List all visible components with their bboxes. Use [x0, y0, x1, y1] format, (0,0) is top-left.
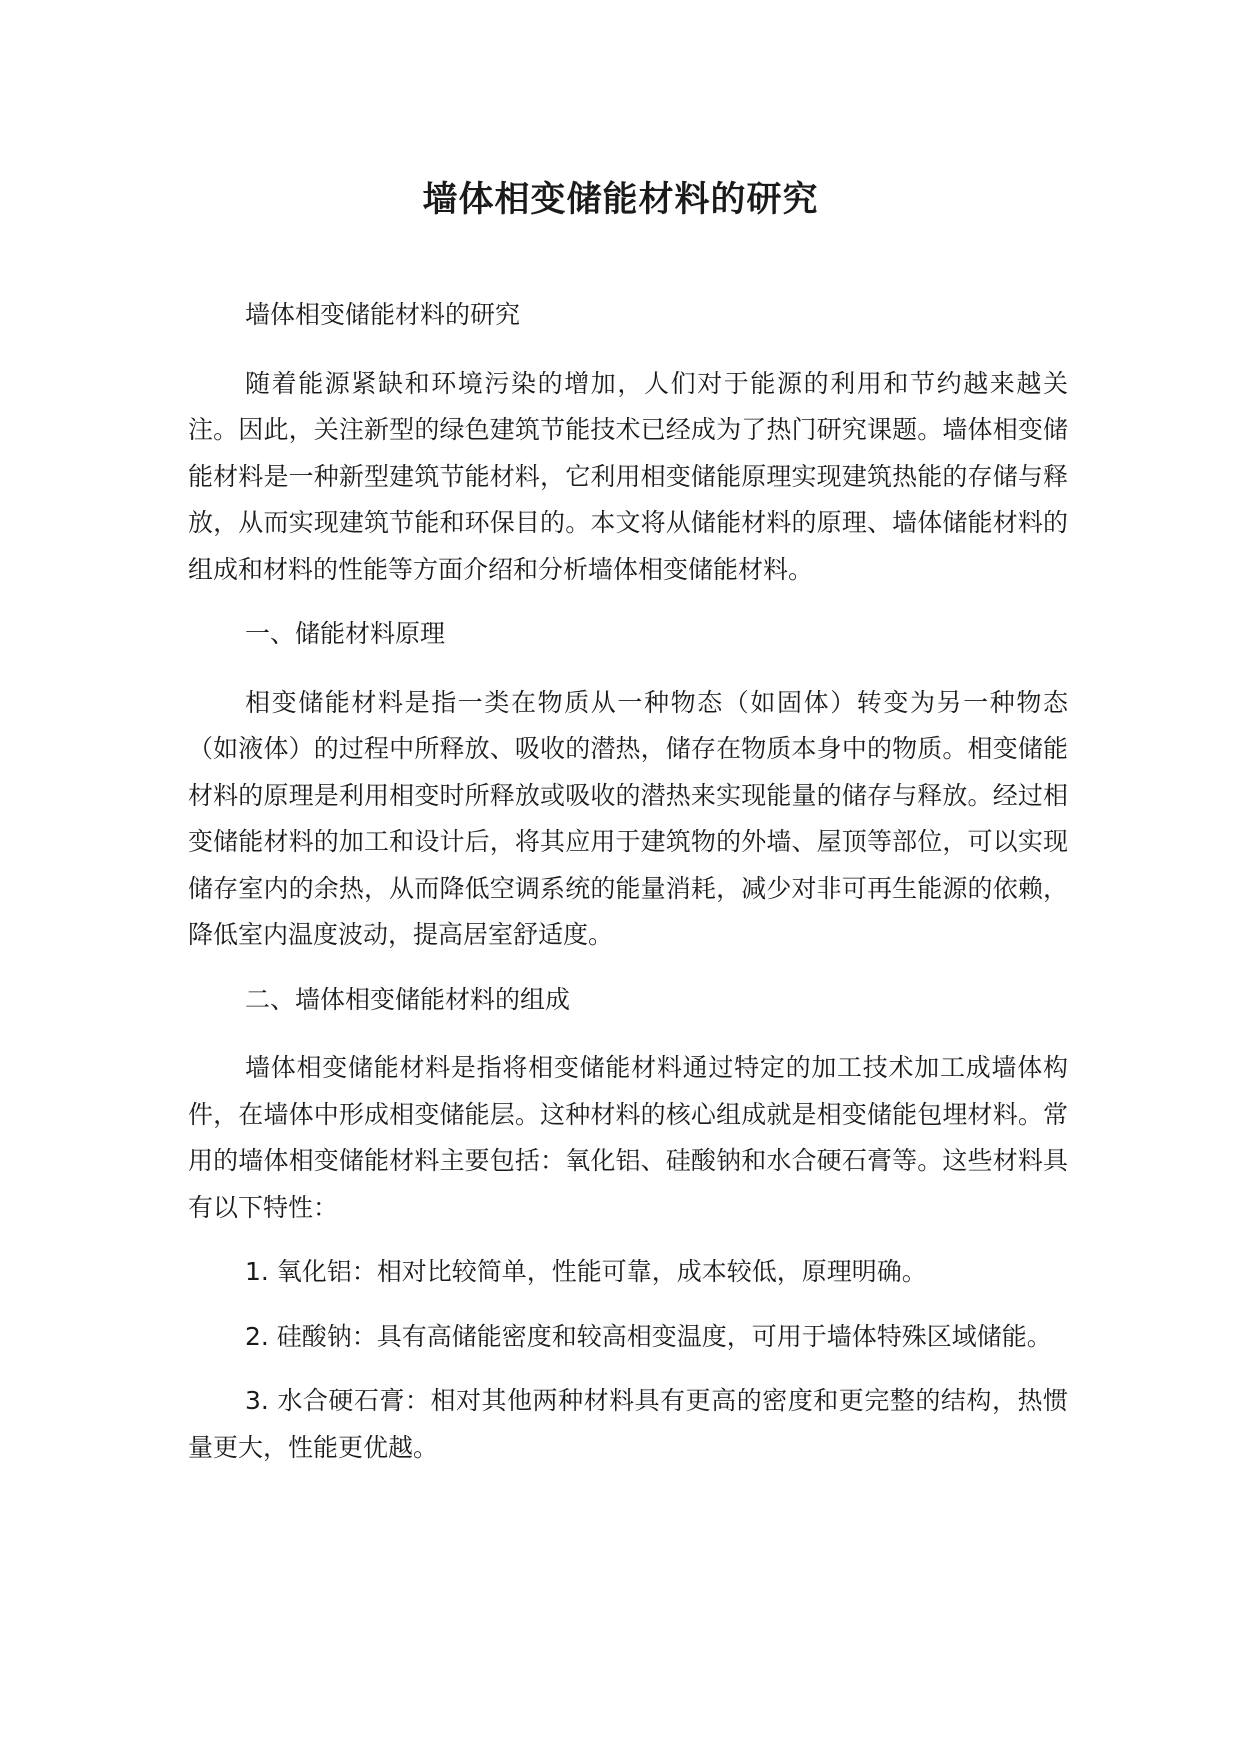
paragraph-intro: 随着能源紧缺和环境污染的增加，人们对于能源的利用和节约越来越关注。因此，关注新型的绿色建筑节能技术已经成为了热门研究课题。墙体相变储能材料是一种新型建筑节能材料，它利用相变储能原理实现建筑热能的存储与释放，从而实现建筑节能和环保目的。本文将从储能材料的原理、墙体储能材料的组成和材料的性能等方面介绍和分析墙体相变储能材料。 [188, 368, 1068, 584]
paragraph-principle: 相变储能材料是指一类在物质从一种物态（如固体）转变为另一种物态（如液体）的过程中所释放、吸收的潜热，储存在物质本身中的物质。相变储能材料的原理是利用相变时所释放或吸收的潜热来实现能量的储存与释放。经过相变储能材料的加工和设计后，将其应用于建筑物的外墙、屋顶等部位，可以实现储存室内的余热，从而降低空调系统的能量消耗，减少对非可再生能源的依赖，降低室内温度波动，提高居室舒适度。 [188, 687, 1068, 949]
section-heading-principle: 一、储能材料原理 [245, 619, 446, 648]
document-title: 墙体相变储能材料的研究 [422, 180, 819, 220]
paragraph-composition: 墙体相变储能材料是指将相变储能材料通过特定的加工技术加工成墙体构件，在墙体中形成相变储能层。这种材料的核心组成就是相变储能包埋材料。常用的墙体相变储能材料主要包括：氧化铝、硅酸钠和水合硬石膏等。这些材料具有以下特性： [188, 1053, 1068, 1222]
list-item-hydrated-anhydrite: 3. 水合硬石膏：相对其他两种材料具有更高的密度和更完整的结构，热惯量更大，性能更优越。 [188, 1386, 1068, 1462]
paragraph-subtitle: 墙体相变储能材料的研究 [245, 300, 521, 329]
document-body [188, 292, 1068, 1489]
section-heading-composition: 二、墙体相变储能材料的组成 [245, 984, 571, 1014]
list-item-sodium-silicate: 2. 硅酸钠：具有高储能密度和较高相变温度，可用于墙体特殊区域储能。 [245, 1321, 1052, 1351]
list-item-alumina: 1. 氧化铝：相对比较简单，性能可靠，成本较低，原理明确。 [245, 1257, 927, 1286]
